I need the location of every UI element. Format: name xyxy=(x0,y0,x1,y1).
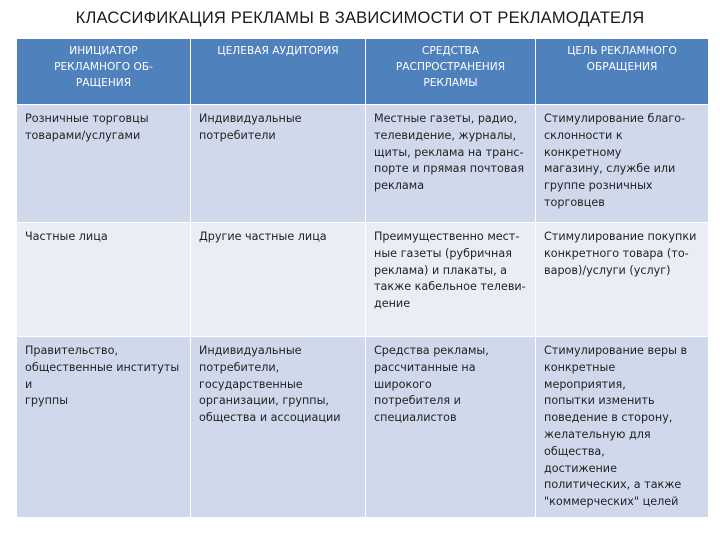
table-cell: Стимулирование благо- склонности к конкретному магазину, службе или группе розничных торговцев xyxy=(536,105,709,223)
table-cell: Средства рекламы, рассчитанные на широкого потребителя и специалистов xyxy=(366,337,536,518)
table-row xyxy=(17,105,709,223)
table-row xyxy=(17,337,709,518)
table-cell: Индивидуальные потребители, государственные организации, группы, общества и ассоциации xyxy=(191,337,366,518)
table-cell: Преимущественно мест- ные газеты (рубричная реклама) и плакаты, а также кабельное телеви- дение xyxy=(366,223,536,337)
slide-title: КЛАССИФИКАЦИЯ РЕКЛАМЫ В ЗАВИСИМОСТИ ОТ РЕКЛАМОДАТЕЛЯ xyxy=(75,9,645,27)
table-cell: Местные газеты, радио, телевидение, журналы, щиты, реклама на транс- порте и прямая почтовая реклама xyxy=(366,105,536,223)
classification-table xyxy=(16,38,709,518)
table-cell: Стимулирование покупки конкретного товара (то- варов)/услуги (услуг) xyxy=(536,223,709,337)
table-row xyxy=(17,223,709,337)
header-cell-initiator: ИНИЦИАТОР РЕКЛАМНОГО ОБ- РАЩЕНИЯ xyxy=(17,39,191,105)
table-header-row xyxy=(17,39,709,105)
header-cell-audience: ЦЕЛЕВАЯ АУДИТОРИЯ xyxy=(191,39,366,105)
table-cell: Другие частные лица xyxy=(191,223,366,337)
table-cell: Розничные торговцы товарами/услугами xyxy=(17,105,191,223)
table-cell: Правительство, общественные институты и группы xyxy=(17,337,191,518)
header-cell-goal: ЦЕЛЬ РЕКЛАМНОГО ОБРАЩЕНИЯ xyxy=(536,39,709,105)
table-cell: Индивидуальные потребители xyxy=(191,105,366,223)
table-cell: Стимулирование веры в конкретные мероприятия, попытки изменить поведение в сторону, желательную для общества, достижение политических, а также "коммерческих" целей xyxy=(536,337,709,518)
header-cell-media: СРЕДСТВА РАСПРОСТРАНЕНИЯ РЕКЛАМЫ xyxy=(366,39,536,105)
table-cell: Частные лица xyxy=(17,223,191,337)
